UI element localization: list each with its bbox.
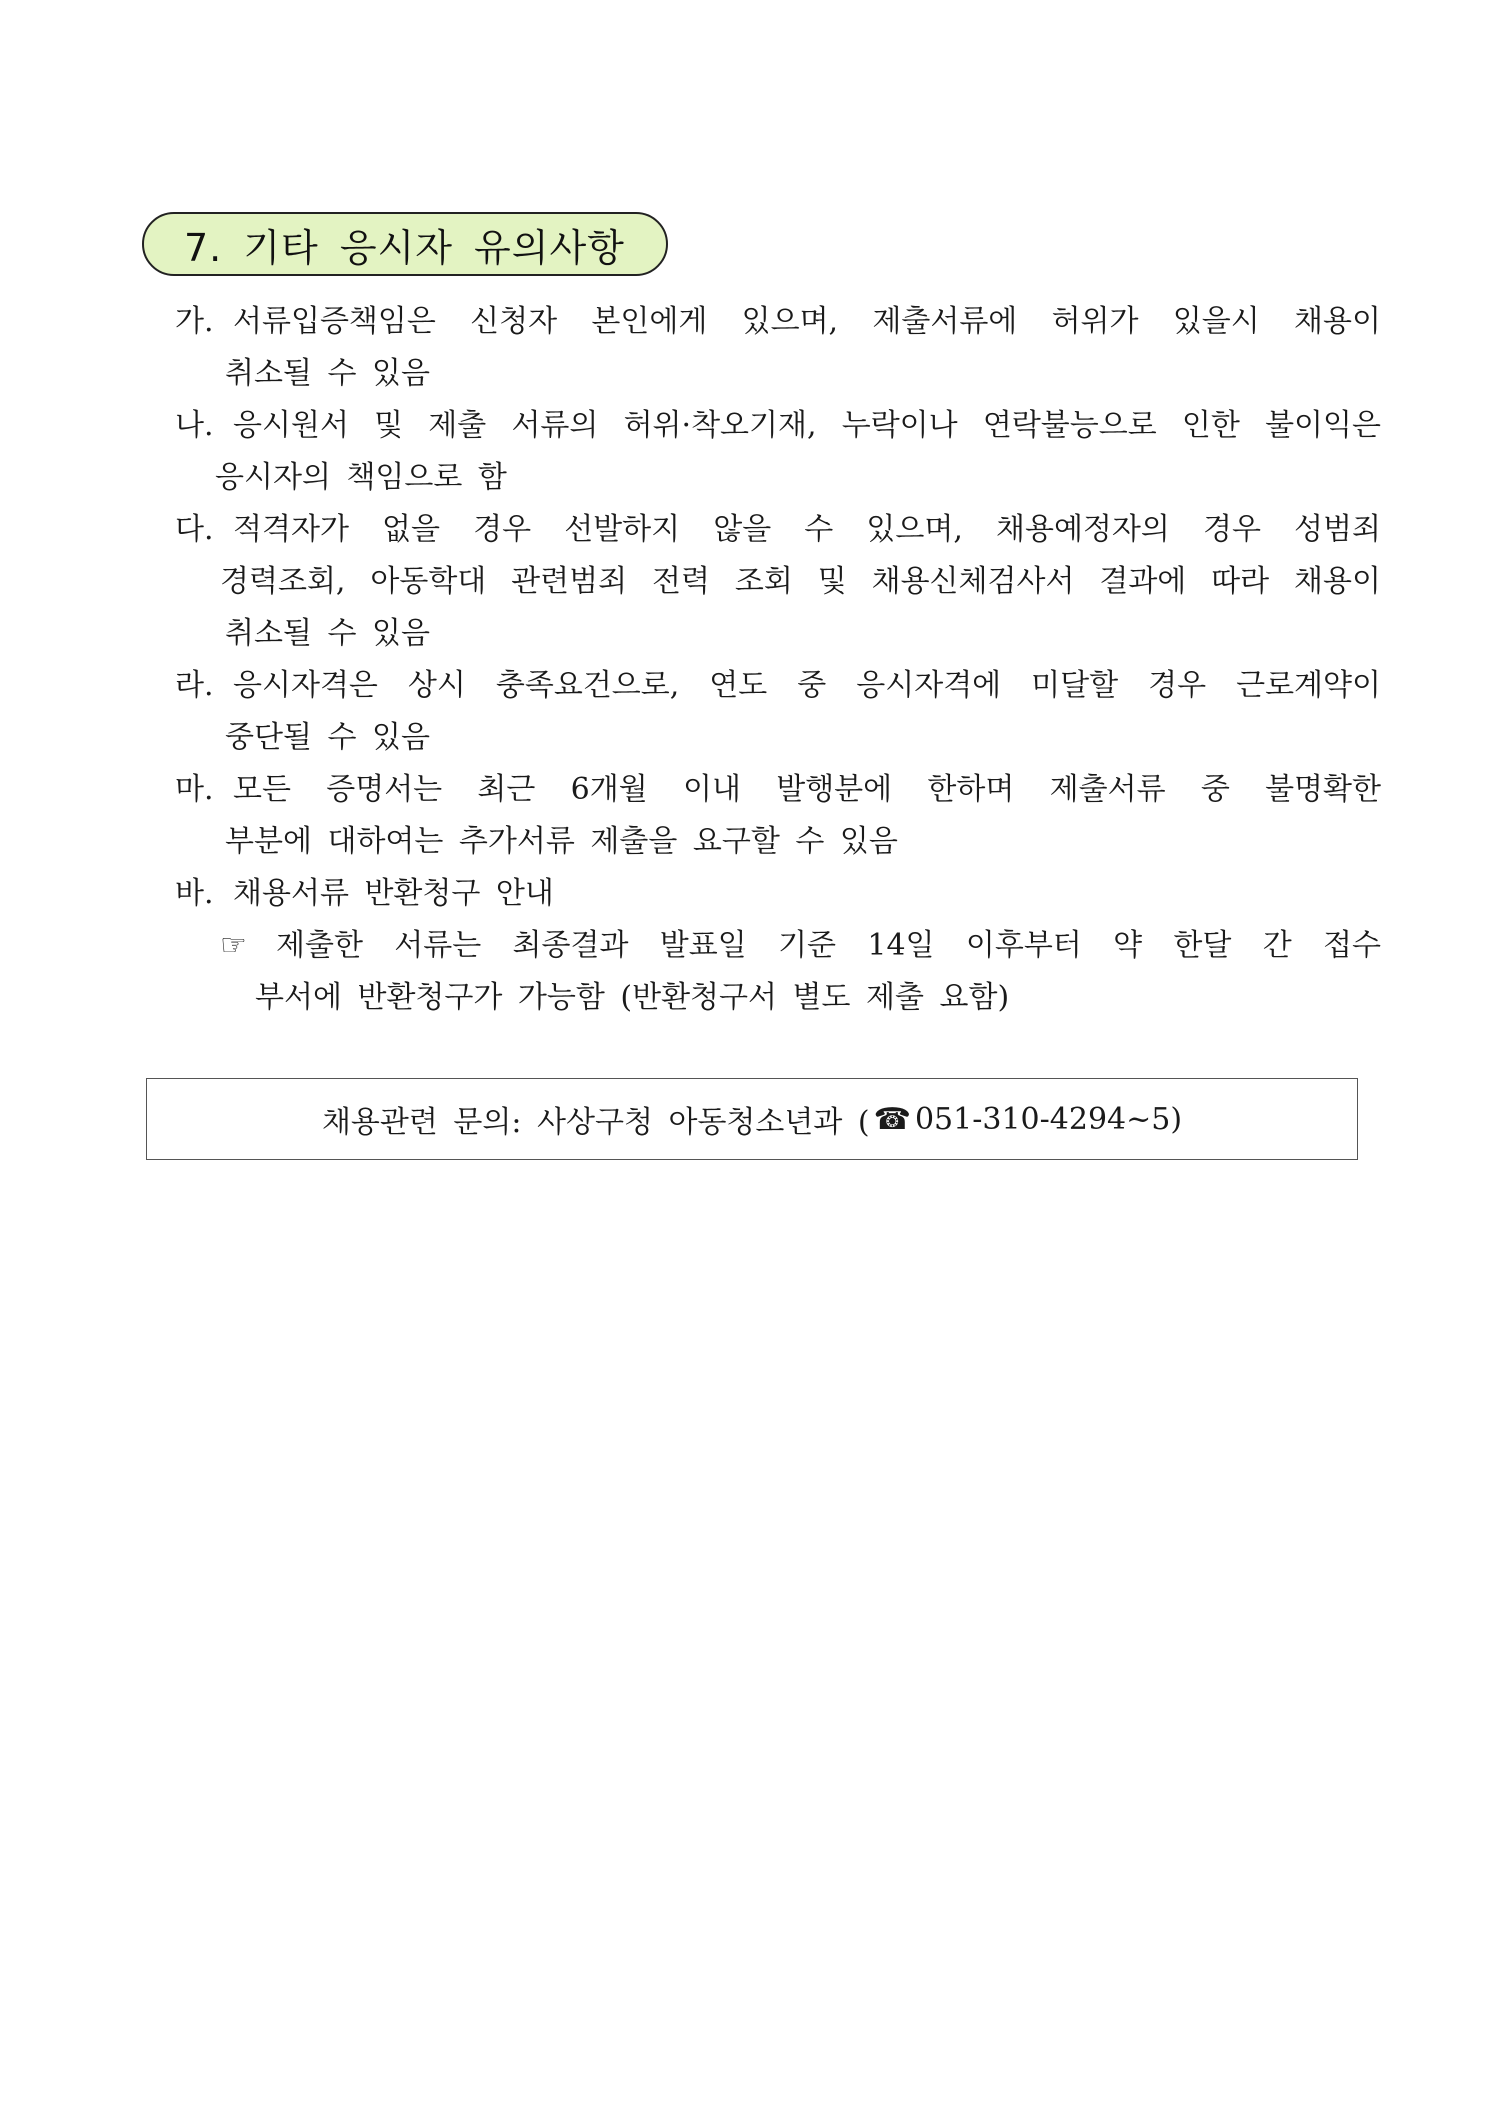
item-text: 응시자격은 상시 충족요건으로, 연도 중 응시자격에 미달할 경우 근로계약이 <box>233 668 1381 703</box>
pointing-hand-icon: ☞ <box>220 928 247 963</box>
contact-label: 채용관련 문의: 사상구청 아동청소년과 ( <box>321 1105 870 1140</box>
contact-box <box>146 1078 1358 1160</box>
section-title-text: 7. 기타 응시자 유의사항 <box>184 225 625 270</box>
contact-number: 051-310-4294~5) <box>914 1101 1183 1137</box>
item-continuation: 취소될 수 있음 <box>225 616 430 651</box>
item-marker: 가. <box>175 304 214 339</box>
notice-list <box>175 296 1381 1024</box>
item-text: 서류입증책임은 신청자 본인에게 있으며, 제출서류에 허위가 있을시 채용이 <box>233 304 1381 339</box>
item-note <box>175 920 1381 972</box>
list-item <box>175 660 1381 764</box>
item-marker: 라. <box>175 668 214 703</box>
item-marker: 마. <box>175 772 214 807</box>
list-item <box>175 296 1381 400</box>
note-text: 제출한 서류는 최종결과 발표일 기준 14일 이후부터 약 한달 간 접수 <box>276 928 1381 963</box>
list-item <box>175 868 1381 1024</box>
item-marker: 나. <box>175 408 214 443</box>
item-continuation: 중단될 수 있음 <box>225 720 430 755</box>
note-continuation: 부서에 반환청구가 가능함 (반환청구서 별도 제출 요함) <box>255 980 1010 1015</box>
item-marker: 다. <box>175 512 214 547</box>
item-continuation: 경력조회, 아동학대 관련범죄 전력 조회 및 채용신체검사서 결과에 따라 채용이 <box>220 564 1381 599</box>
item-text: 적격자가 없을 경우 선발하지 않을 수 있으며, 채용예정자의 경우 성범죄 <box>233 512 1381 547</box>
item-text: 모든 증명서는 최근 6개월 이내 발행분에 한하며 제출서류 중 불명확한 <box>233 772 1381 807</box>
item-continuation: 부분에 대하여는 추가서류 제출을 요구할 수 있음 <box>225 824 898 859</box>
list-item <box>175 400 1381 504</box>
phone-icon: ☎ <box>873 1101 911 1137</box>
list-item <box>175 764 1381 868</box>
item-continuation: 응시자의 책임으로 함 <box>215 460 507 495</box>
item-marker: 바. <box>175 876 214 911</box>
item-text: 채용서류 반환청구 안내 <box>233 876 554 911</box>
section-title <box>142 212 668 276</box>
item-continuation: 취소될 수 있음 <box>225 356 430 391</box>
item-text: 응시원서 및 제출 서류의 허위·착오기재, 누락이나 연락불능으로 인한 불이익은 <box>233 408 1381 443</box>
list-item <box>175 504 1381 660</box>
